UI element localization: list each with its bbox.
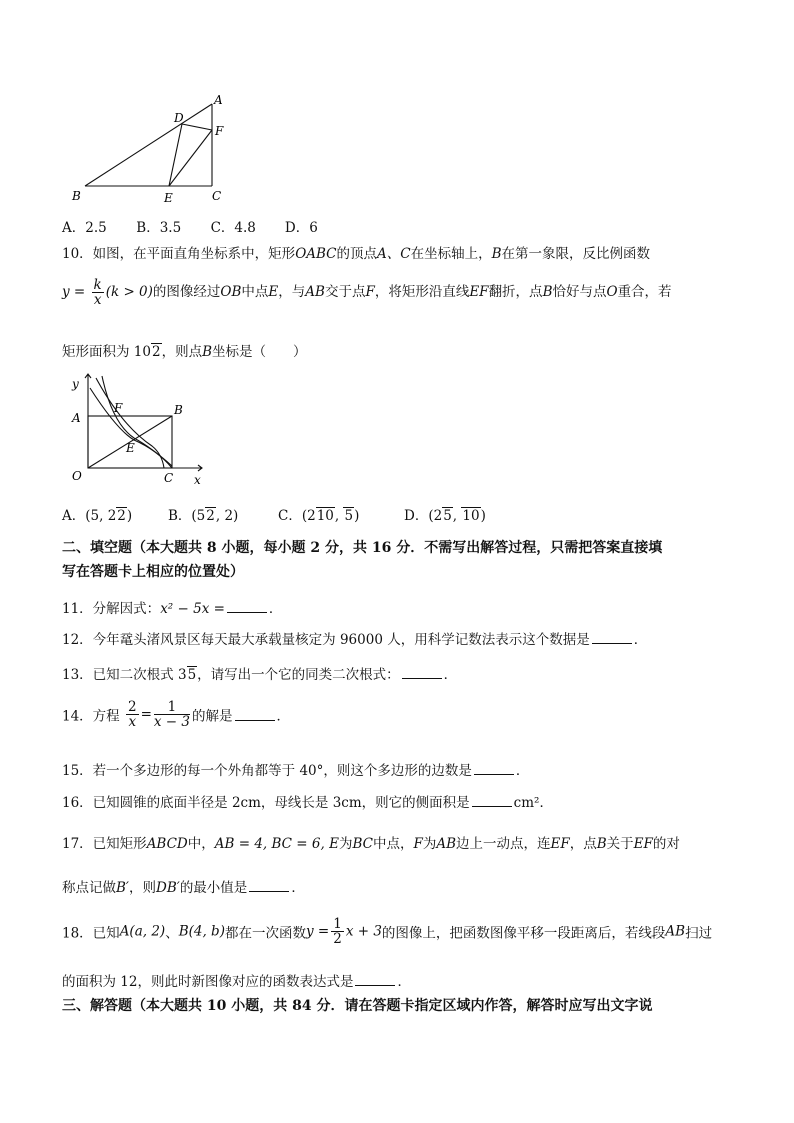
q14-answer-blank[interactable] bbox=[235, 708, 275, 721]
q10-text-2e: ，将矩形沿直线 bbox=[374, 284, 470, 301]
q10-text-2h: 重合，若 bbox=[617, 284, 672, 301]
q15-answer-blank[interactable] bbox=[474, 762, 514, 775]
q10-text-2c: ，与 bbox=[278, 284, 306, 301]
q10-options bbox=[62, 504, 486, 524]
q11-expression: x² − 5x = bbox=[160, 601, 225, 617]
q14-fraction-right: $\frac{1}{x - 3}$ bbox=[153, 699, 190, 731]
q10-func-fraction bbox=[92, 278, 104, 307]
q9-label-A: A bbox=[214, 93, 223, 107]
q11-answer-blank[interactable] bbox=[227, 600, 267, 613]
q10-text-1d: 在第一象限，反比例函数 bbox=[501, 246, 651, 262]
q10-option-d[interactable]: D．(25, 10) bbox=[404, 508, 486, 524]
q10-text-3a: 矩形面积为 10 bbox=[62, 344, 151, 360]
q15: 15．若一个多边形的每一个外角都等于 40°，则这个多边形的边数是 ． bbox=[62, 763, 530, 779]
q10-func-y: y = bbox=[62, 284, 86, 301]
q10-f: F bbox=[365, 284, 375, 301]
q10-func-cond: (k > 0) bbox=[105, 284, 153, 301]
q16: 16．已知圆锥的底面半径是 2cm，母线长是 3cm，则它的侧面积是 cm²． bbox=[62, 795, 553, 811]
q10-figure bbox=[62, 368, 222, 493]
q10-text-2g: 恰好与点 bbox=[552, 284, 607, 301]
q10-text-2b: 中点 bbox=[241, 284, 269, 301]
q12-answer-blank[interactable] bbox=[592, 631, 632, 644]
q14: 14．方程 $\frac{2}{x}$ = $\frac{1}{x - 3}$ 的解是 ． bbox=[62, 699, 290, 731]
q9-option-c[interactable]: C．4.8 bbox=[210, 220, 256, 236]
q10-text-3c: 坐标是（ ） bbox=[212, 344, 307, 360]
q10-rect-name: OABC bbox=[295, 246, 337, 262]
q10-func-k: k bbox=[93, 277, 102, 293]
q18-line1: 18．已知A(a, 2)、B(4, b)都在一次函数y = $\frac{1}{2}$ x + 3的图像上，把函数图像平移一段距离后，若线段AB扫过 bbox=[62, 916, 713, 948]
q10-text-1: 10．如图，在平面直角坐标系中，矩形 bbox=[62, 246, 296, 262]
q11: 11．分解因式：x² − 5x = ． bbox=[62, 601, 283, 617]
q17-answer-blank[interactable] bbox=[249, 879, 289, 892]
section2-heading-line2: 写在答题卡上相应的位置处） bbox=[62, 564, 244, 580]
q9-label-B: B bbox=[72, 189, 81, 203]
section2-heading-line1: 二、填空题（本大题共 8 小题，每小题 2 分，共 16 分．不需写出解答过程，只需把答案直接填 bbox=[62, 540, 663, 556]
q12: 12．今年鼋头渚风景区每天最大承载量核定为 96000 人，用科学记数法表示这个数据是 ． bbox=[62, 632, 648, 648]
q9-label-E: E bbox=[164, 191, 173, 205]
q10-line3 bbox=[62, 340, 307, 360]
q9-label-F: F bbox=[215, 124, 224, 138]
q13-answer-blank[interactable] bbox=[402, 666, 442, 679]
section3-heading: 三、解答题（本大题共 10 小题，共 84 分．请在答题卡指定区域内作答，解答时应写出文字说 bbox=[62, 998, 653, 1014]
q10-text-1b: 的顶点 bbox=[336, 246, 378, 262]
q10-label-E: E bbox=[126, 441, 135, 455]
q13: 13．已知二次根式 35，请写出一个它的同类二次根式： ． bbox=[62, 667, 458, 683]
q17-line1: 17．已知矩形ABCD中，AB = 4, BC = 6, E为BC中点，F为AB边上一动点，连EF，点B关于EF的对 bbox=[62, 836, 680, 852]
q9-option-a[interactable]: A．2.5 bbox=[62, 220, 107, 236]
q10-area-radical: 2 bbox=[151, 344, 161, 360]
q10-text-2f: 翻折，点 bbox=[488, 284, 543, 301]
q10-pts-ac: A、C bbox=[377, 246, 411, 262]
q10-text-2d: 交于点 bbox=[324, 284, 366, 301]
q10-line2 bbox=[62, 278, 672, 307]
q10-text-2: 的图像经过 bbox=[152, 284, 221, 301]
q10-pt-b: B bbox=[491, 246, 502, 262]
q10-option-a[interactable]: A．(5, 22) bbox=[62, 508, 133, 524]
q10-label-x: x bbox=[194, 473, 201, 487]
q10-o: O bbox=[606, 284, 618, 301]
q16-answer-blank[interactable] bbox=[472, 794, 512, 807]
q10-b3: B bbox=[202, 344, 212, 360]
q18-line2: 的面积为 12，则此时新图像对应的函数表达式是 ． bbox=[62, 974, 411, 990]
q10-label-y: y bbox=[72, 377, 79, 391]
q10-label-A: A bbox=[72, 411, 81, 425]
q10-label-O: O bbox=[72, 469, 82, 483]
q17-line2: 称点记做B′，则DB′的最小值是 ． bbox=[62, 880, 305, 896]
q10-label-B: B bbox=[174, 403, 183, 417]
q13-radical: 5 bbox=[187, 667, 197, 683]
q10-label-C: C bbox=[164, 471, 174, 485]
q9-figure bbox=[60, 92, 240, 207]
q10-ef: EF bbox=[469, 284, 489, 301]
q10-option-c[interactable]: C．(210, 5) bbox=[278, 508, 360, 524]
q10-e: E bbox=[268, 284, 279, 301]
q9-option-d[interactable]: D．6 bbox=[284, 220, 318, 236]
q14-fraction-left: $\frac{2}{x}$ bbox=[127, 699, 137, 731]
q10-line1 bbox=[62, 242, 650, 262]
q10-b2: B bbox=[542, 284, 553, 301]
q9-label-C: C bbox=[212, 189, 222, 203]
q10-text-3b: ，则点 bbox=[161, 344, 203, 360]
q9-options bbox=[62, 216, 318, 236]
q9-label-D: D bbox=[174, 111, 184, 125]
q10-ob: OB bbox=[220, 284, 242, 301]
q10-option-b[interactable]: B．(52, 2) bbox=[168, 508, 239, 524]
q10-label-F: F bbox=[114, 401, 123, 415]
q10-text-1c: 在坐标轴上， bbox=[410, 246, 492, 262]
q9-option-b[interactable]: B．3.5 bbox=[136, 220, 182, 236]
q10-ab: AB bbox=[305, 284, 325, 301]
q10-func-x: x bbox=[93, 292, 102, 309]
q18-answer-blank[interactable] bbox=[355, 973, 395, 986]
q18-fraction: $\frac{1}{2}$ bbox=[333, 916, 342, 948]
